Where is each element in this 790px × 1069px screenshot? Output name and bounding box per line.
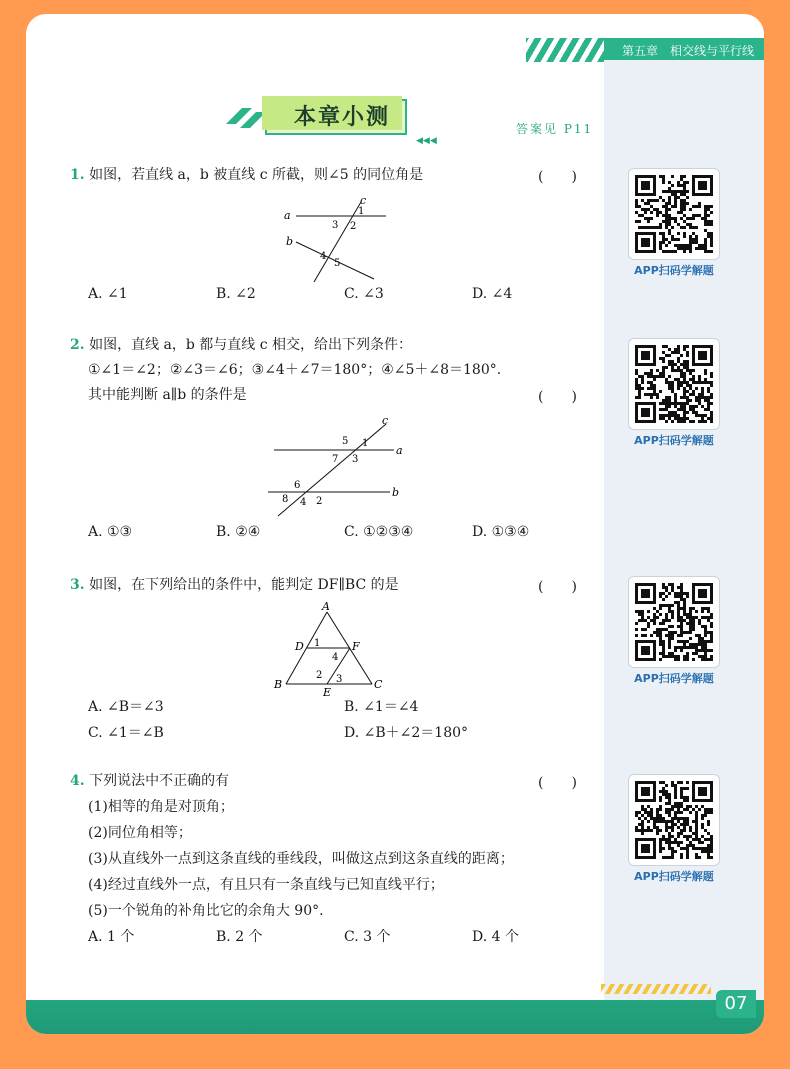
answer-paren: ( ) [538,579,577,595]
svg-text:2: 2 [316,670,323,681]
svg-text:b: b [392,486,400,499]
svg-text:2: 2 [316,496,323,507]
arrows-icon: ◀◀◀ [416,136,437,146]
svg-text:5: 5 [342,436,349,447]
worksheet-page [26,14,764,1034]
chapter-title: 第五章 相交线与平行线 [622,44,755,58]
svg-text:D: D [295,640,304,653]
qr-code-icon[interactable] [628,338,720,430]
svg-text:4: 4 [320,251,327,262]
option-d[interactable]: D. ∠4 [472,286,513,302]
svg-text:F: F [352,640,360,653]
question-1: 1. 如图，若直线 a，b 被直线 c 所截，则∠5 的同位角是 [70,167,424,183]
question-2: 2. 如图，直线 a，b 都与直线 c 相交，给出下列条件： [70,337,413,353]
option-b[interactable]: B. ②④ [216,524,261,540]
header-stripes [526,38,604,62]
option-a[interactable]: A. ∠B＝∠3 [88,699,164,715]
statement-5: (5)一个锐角的补角比它的余角大 90°. [88,903,324,919]
qr-label[interactable]: APP扫码学解题 [634,672,714,685]
svg-text:C: C [374,678,383,691]
qr-label[interactable]: APP扫码学解题 [634,870,714,883]
option-d[interactable]: D. 4 个 [472,929,519,945]
option-b[interactable]: B. ∠2 [216,286,256,302]
answer-reference: 答案见 P11 [516,122,594,136]
footer-band [26,1000,764,1034]
option-a[interactable]: A. ∠1 [88,286,128,302]
option-a[interactable]: A. 1 个 [88,929,135,945]
page-number: 07 [716,990,756,1018]
banner-title: 本章小测 [294,105,391,130]
svg-text:E: E [323,686,332,696]
option-c[interactable]: C. ∠1＝∠B [88,725,164,741]
qr-label[interactable]: APP扫码学解题 [634,264,714,277]
option-d[interactable]: D. ①③④ [472,524,530,540]
qr-code-icon[interactable] [628,576,720,668]
svg-text:c: c [382,414,389,427]
svg-text:A: A [322,600,330,613]
answer-paren: ( ) [538,169,577,185]
option-b[interactable]: B. ∠1＝∠4 [344,699,419,715]
svg-text:1: 1 [358,206,365,217]
answer-paren: ( ) [538,775,577,791]
svg-text:4: 4 [332,652,339,663]
q2-figure [262,414,412,518]
footer-stripes [601,984,711,994]
statement-1: (1)相等的角是对顶角； [88,799,234,815]
option-a[interactable]: A. ①③ [88,524,133,540]
answer-paren: ( ) [538,389,577,405]
option-c[interactable]: C. 3 个 [344,929,391,945]
option-c[interactable]: C. ∠3 [344,286,384,302]
option-b[interactable]: B. 2 个 [216,929,263,945]
q3-figure [270,600,390,696]
statement-4: (4)经过直线外一点，有且只有一条直线与已知直线平行； [88,877,444,893]
statement-3: (3)从直线外一点到这条直线的垂线段，叫做这点到这条直线的距离； [88,851,514,867]
q1-figure [276,194,396,282]
svg-text:3: 3 [352,454,359,465]
question-2-stem: 其中能判断 a∥b 的条件是 [88,387,247,403]
svg-text:c: c [360,194,367,207]
qr-label[interactable]: APP扫码学解题 [634,434,714,447]
svg-text:3: 3 [336,674,343,685]
svg-text:1: 1 [362,438,369,449]
qr-code-icon[interactable] [628,774,720,866]
svg-text:1: 1 [314,638,321,649]
svg-text:8: 8 [282,494,289,505]
statement-2: (2)同位角相等； [88,825,192,841]
svg-text:B: B [274,678,283,691]
svg-text:3: 3 [332,220,339,231]
svg-text:b: b [286,235,294,248]
question-2-conditions: ①∠1＝∠2；②∠3＝∠6；③∠4＋∠7＝180°；④∠5＋∠8＝180°. [88,362,502,378]
option-d[interactable]: D. ∠B＋∠2＝180° [344,725,469,741]
svg-text:6: 6 [294,480,301,491]
qr-code-icon[interactable] [628,168,720,260]
svg-text:4: 4 [300,497,307,508]
svg-text:a: a [284,209,291,222]
question-3: 3. 如图，在下列给出的条件中，能判定 DF∥BC 的是 [70,577,399,593]
svg-text:5: 5 [334,258,341,269]
svg-text:a: a [396,444,403,457]
option-c[interactable]: C. ①②③④ [344,524,414,540]
question-4: 4. 下列说法中不正确的有 [70,773,230,789]
svg-text:2: 2 [350,221,357,232]
svg-text:7: 7 [332,454,339,465]
